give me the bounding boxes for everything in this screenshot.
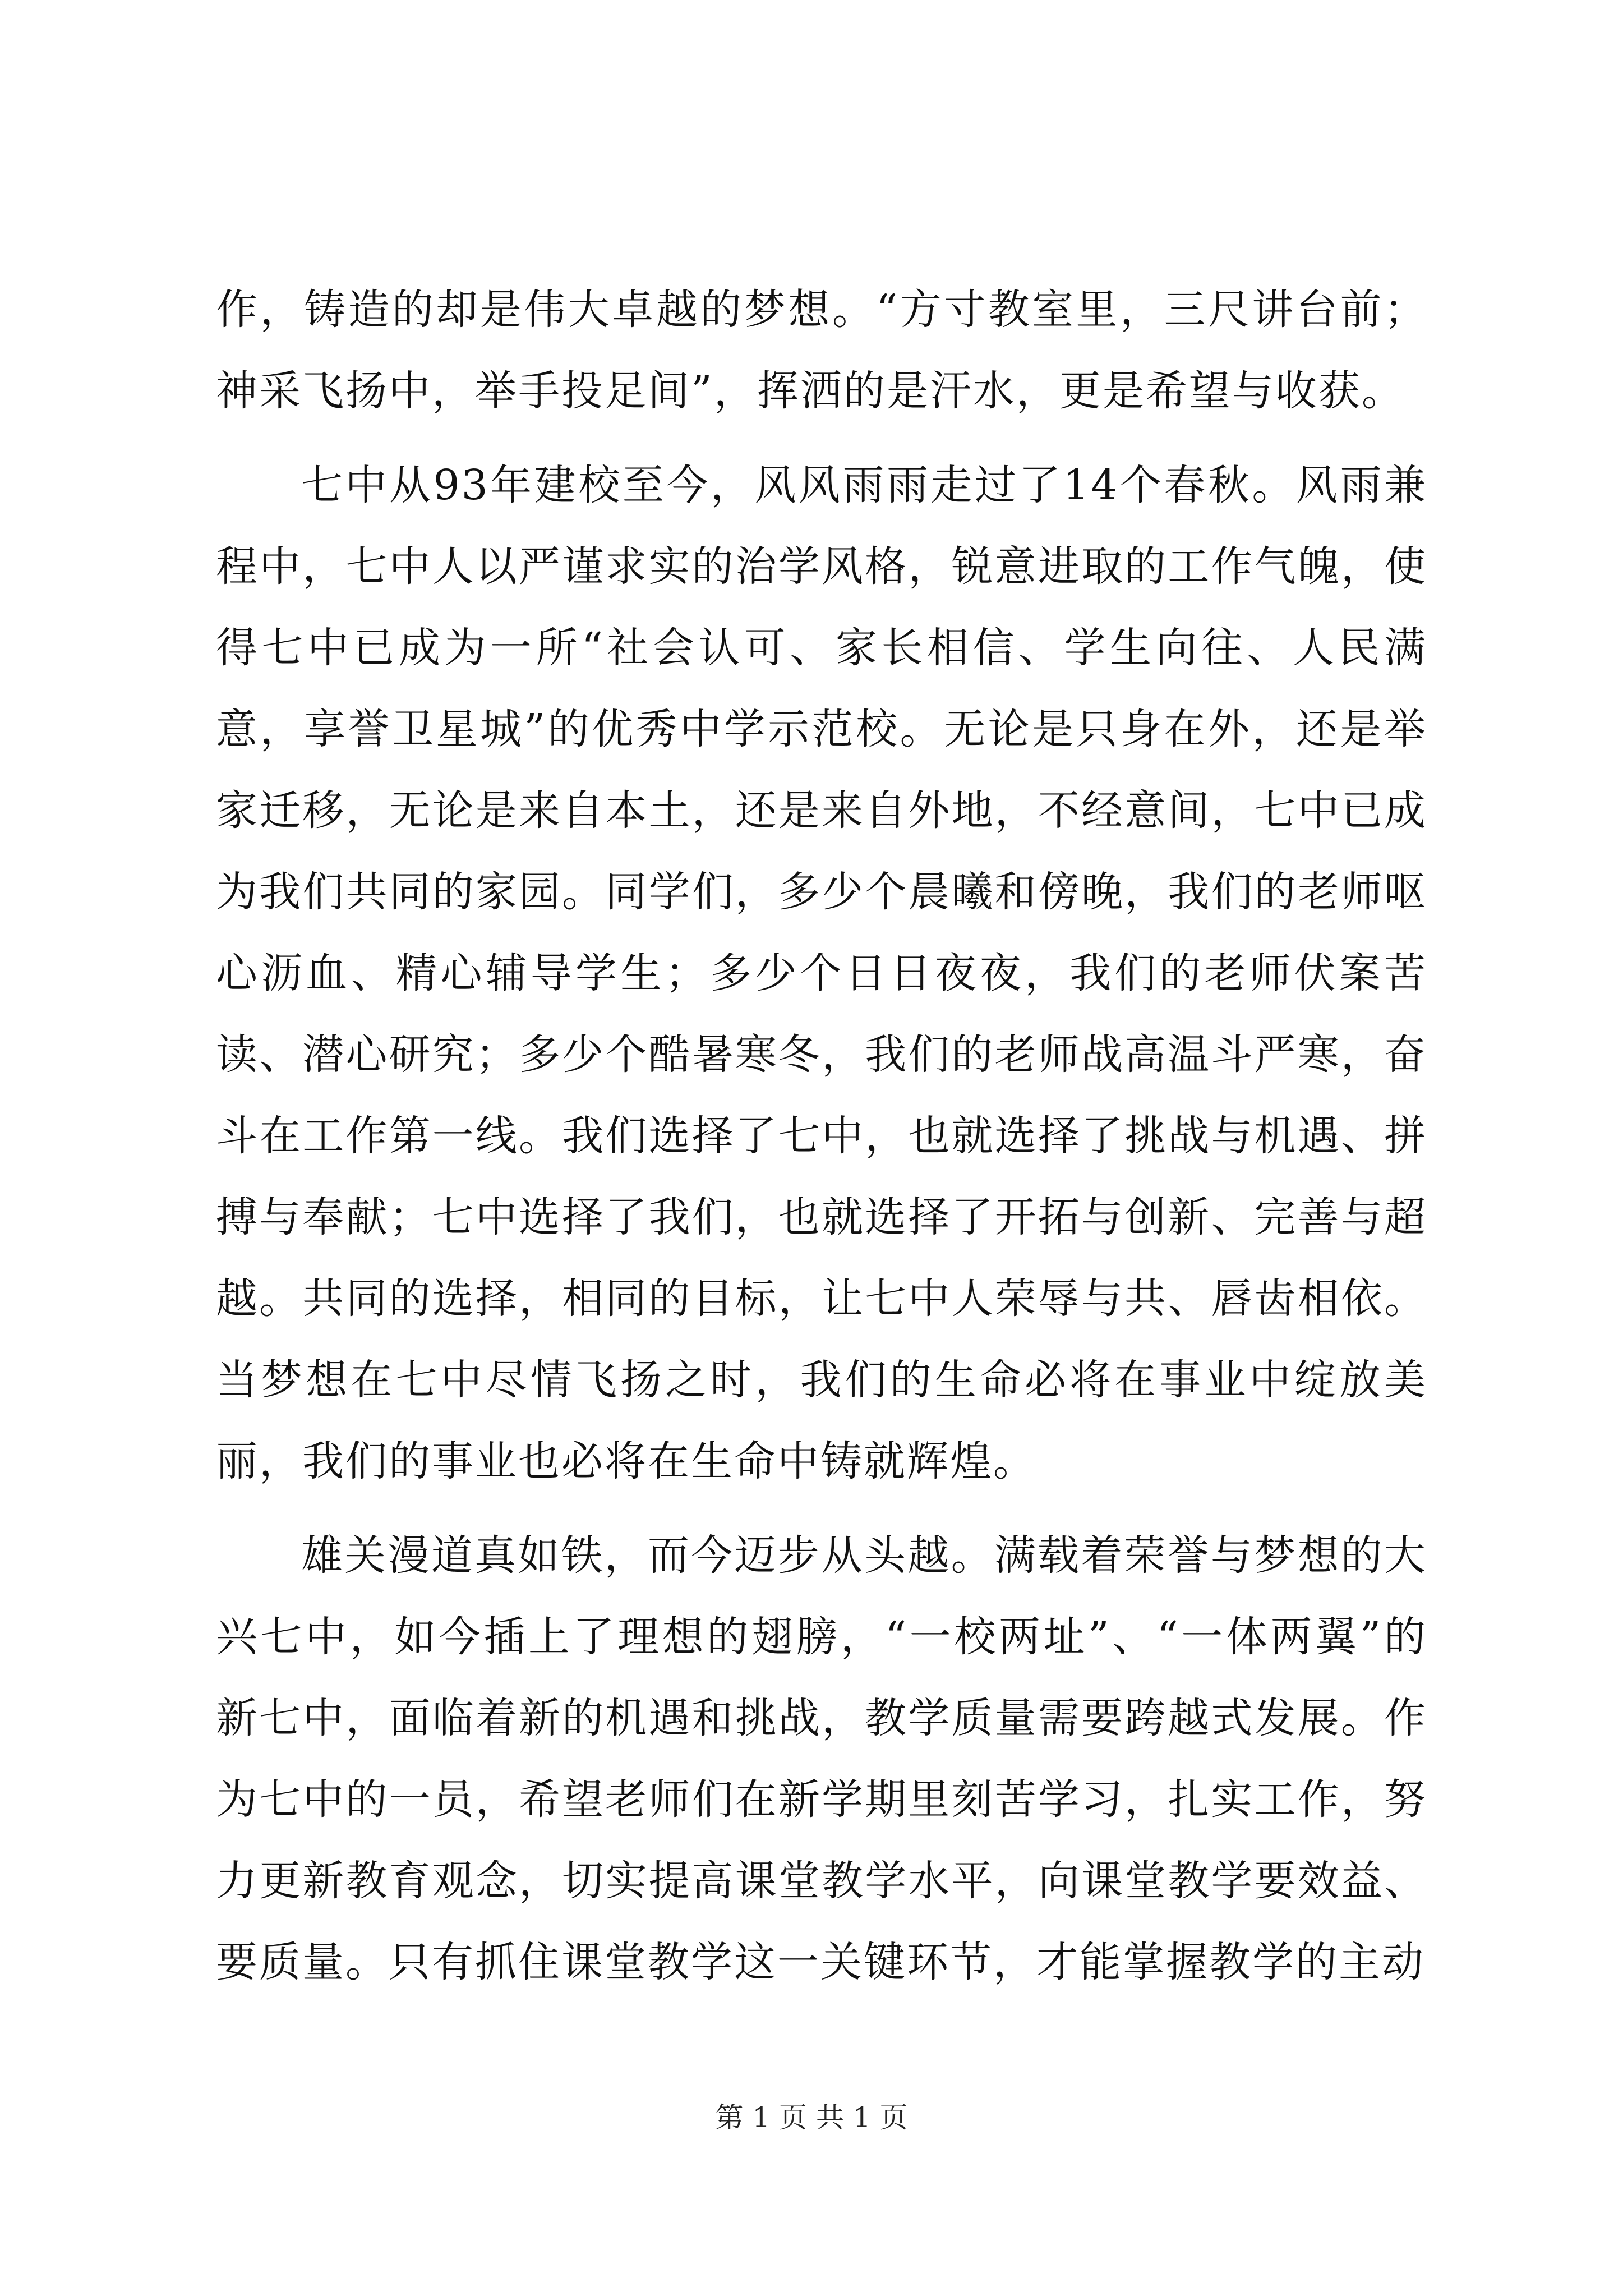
paragraph-1: 作，铸造的却是伟大卓越的梦想。“方寸教室里，三尺讲台前；神采飞扬中，举手投足间”，挥洒的是汗水，更是希望与收获。 — [216, 286, 1427, 415]
document-body — [216, 269, 1427, 2016]
page-footer: 第 1 页 共 1 页 — [715, 2101, 908, 2134]
paragraph-2: 七中从93年建校至今，风风雨雨走过了14个春秋。风雨兼程中，七中人以严谨求实的治学风格，锐意进取的工作气魄，使得七中已成为一所“社会认可、家长相信、学生向往、人民满意，享誉卫星城”的优秀中学示范校。无论是只身在外，还是举家迁移，无论是来自本土，还是来自外地，不经意间，七中已成为我们共同的家园。同学们，多少个晨曦和傍晚，我们的老师呕心沥血、精心辅导学生；多少个日日夜夜，我们的老师伏案苦读、潜心研究；多少个酷暑寒冬，我们的老师战高温斗严寒，奋斗在工作第一线。我们选择了七中，也就选择了挑战与机遇、拼搏与奉献；七中选择了我们，也就选择了开拓与创新、完善与超越。共同的选择，相同的目标，让七中人荣辱与共、唇齿相依。当梦想在七中尽情飞扬之时，我们的生命必将在事业中绽放美丽，我们的事业也必将在生命中铸就辉煌。 — [216, 461, 1427, 1485]
paragraph-3: 雄关漫道真如铁，而今迈步从头越。满载着荣誉与梦想的大兴七中，如今插上了理想的翅膀，“一校两址”、“一体两翼”的新七中，面临着新的机遇和挑战，教学质量需要跨越式发展。作为七中的一员，希望老师们在新学期里刻苦学习，扎实工作，努力更新教育观念，切实提高课堂教学水平，向课堂教学要效益、要质量。只有抓住课堂教学这一关键环节，才能掌握教学的主动 — [216, 1531, 1427, 1986]
